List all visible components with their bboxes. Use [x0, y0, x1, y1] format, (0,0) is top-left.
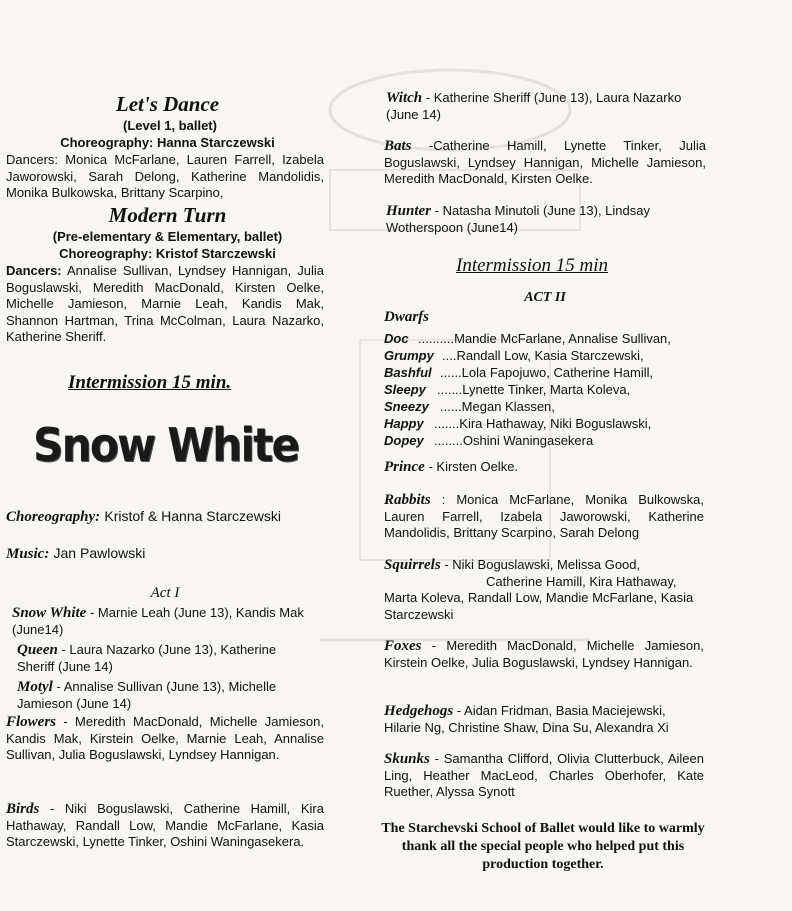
music-value: Jan Pawlowski [53, 545, 146, 561]
prince-label: Prince [384, 459, 425, 475]
modern-turn-dancers [6, 263, 324, 346]
flowers-label: Flowers [6, 714, 57, 730]
witch-cast: - Katherine Sheriff (June 13), Laura Nazarko (June 14) [386, 90, 682, 122]
hedgehogs-role [384, 703, 706, 736]
dwarfs-list [384, 330, 714, 449]
modern-turn-choreography: Choreography: Kristof Starczewski [59, 246, 276, 261]
bats-label: Bats [384, 138, 412, 154]
hedgehogs-cast: - Aidan Fridman, Basia Maciejewski, Hilarie Ng, Christine Shaw, Dina Su, Alexandra Xi [384, 703, 669, 735]
modern-turn-level: (Pre-elementary & Elementary, ballet) [52, 229, 283, 244]
dwarf-row: Doc ..........Mandie McFarlane, Annalise Sullivan, [384, 331, 671, 346]
motyl-label: Motyl [17, 679, 53, 695]
flowers-role [6, 714, 324, 764]
choreography-label: Choreography: [6, 509, 101, 525]
squirrels-role [384, 557, 706, 623]
birds-cast: - Niki Boguslawski, Catherine Hamill, Kira Hathaway, Randall Low, Mandie McFarlane, Kasia Starczewski, Lynette Tinker, Oshini Waningasekera. [6, 801, 324, 849]
music-label: Music: [6, 546, 50, 562]
lets-dance-choreography: Choreography: Hanna Starczewski [60, 135, 275, 150]
witch-role [386, 90, 706, 123]
dwarfs-title: Dwarfs [384, 309, 430, 325]
prince-role [384, 459, 704, 476]
hedgehogs-label: Hedgehogs [384, 703, 454, 719]
motyl-cast: - Annalise Sullivan (June 13), Michelle Jamieson (June 14) [17, 679, 277, 711]
snow-white-logo: Snow White [33, 418, 299, 472]
lets-dance-dancers: Dancers: Monica McFarlane, Lauren Farrell, Izabela Jaworowski, Sarah Delong, Katherine Mandolidis, Monika Bulkowska, Brittany Scarpino, [6, 152, 324, 200]
queen-label: Queen [17, 642, 58, 658]
foxes-label: Foxes [384, 638, 422, 654]
dwarf-name: Sleepy [384, 382, 426, 397]
act1-heading: Act I [150, 585, 180, 601]
music-line [6, 545, 145, 563]
flowers-cast: - Meredith MacDonald, Michelle Jamieson, Kandis Mak, Kirstein Oelke, Marnie Leah, Annalise Sullivan, Julia Boguslawski, Lyndsey Hannigan. [6, 714, 324, 762]
skunks-label: Skunks [384, 751, 430, 767]
skunks-cast: - Samantha Clifford, Olivia Clutterbuck, Aileen Ling, Heather MacLeod, Charles Oberhofer, Kate Ruether, Alyssa Synott [384, 751, 704, 799]
dwarf-cast: Kira Hathaway, Niki Boguslawski, [459, 416, 652, 431]
modern-turn-title: Modern Turn [108, 203, 227, 227]
thank-you-note: The Starchevski School of Ballet would like to warmly thank all the special people who helped put this production together. [381, 821, 705, 872]
dwarf-name: Doc [384, 331, 409, 346]
snow-white-role [12, 605, 322, 638]
bats-cast: -Catherine Hamill, Lynette Tinker, Julia Boguslawski, Lyndsey Hannigan, Michelle Jamieson, Meredith MacDonald, Kirsten Oelke. [384, 138, 706, 186]
dwarf-row: Sleepy .......Lynette Tinker, Marta Koleva, [384, 382, 631, 397]
intermission-right: Intermission 15 min [456, 255, 608, 276]
prince-cast: - Kirsten Oelke. [428, 459, 519, 474]
hunter-cast: - Natasha Minutoli (June 13), Lindsay Wotherspoon (June14) [386, 203, 650, 235]
snow-white-cast: - Marnie Leah (June 13), Kandis Mak (June14) [12, 605, 304, 637]
foxes-role [384, 638, 704, 671]
dwarf-row: Dopey ........Oshini Waningasekera [384, 433, 594, 448]
hunter-role [386, 203, 676, 236]
act2-heading: ACT II [524, 290, 566, 305]
dancers-list: Annalise Sullivan, Lyndsey Hannigan, Julia Boguslawski, Meredith MacDonald, Kirsten Oelke, Michelle Jamieson, Marnie Leah, Kandis Mak, Shannon Hartman, Trina McColman, Laura Nazarko, Katherine Sheriff. [6, 263, 324, 344]
skunks-role [384, 751, 704, 801]
queen-role [17, 642, 317, 675]
witch-label: Witch [386, 90, 423, 106]
dwarf-cast: Randall Low, Kasia Starczewski, [456, 348, 644, 363]
intermission-left: Intermission 15 min. [68, 372, 232, 393]
foxes-cast: - Meredith MacDonald, Michelle Jamieson, Kirstein Oelke, Julia Boguslawski, Lyndsey Hannigan. [384, 638, 704, 670]
birds-role [6, 801, 324, 851]
dwarf-row: Bashful ......Lola Fapojuwo, Catherine Hamill, [384, 365, 654, 380]
dwarf-row: Sneezy ......Megan Klassen, [384, 399, 555, 414]
squirrels-label: Squirrels [384, 557, 441, 573]
motyl-role [17, 679, 317, 712]
dwarf-name: Sneezy [384, 399, 429, 414]
dancers-label: Dancers: [6, 263, 62, 278]
squirrels-cast-3: Marta Koleva, Randall Low, Mandie McFarlane, Kasia Starczewski [384, 590, 694, 622]
squirrels-cast-1: - Niki Boguslawski, Melissa Good, [444, 557, 641, 572]
dwarf-name: Dopey [384, 433, 424, 448]
lets-dance-level: (Level 1, ballet) [123, 118, 217, 133]
dwarf-cast: Lola Fapojuwo, Catherine Hamill, [461, 365, 654, 380]
snow-white-label: Snow White [12, 605, 87, 621]
rabbits-role [384, 492, 704, 542]
dwarf-name: Grumpy [384, 348, 434, 363]
queen-cast: - Laura Nazarko (June 13), Katherine Sheriff (June 14) [17, 642, 277, 674]
dwarf-name: Bashful [384, 365, 432, 380]
birds-label: Birds [6, 801, 40, 817]
choreography-line [6, 508, 281, 526]
dwarf-cast: Lynette Tinker, Marta Koleva, [462, 382, 631, 397]
rabbits-label: Rabbits [384, 492, 431, 508]
dwarf-cast: Oshini Waningasekera [462, 433, 594, 448]
dwarf-cast: Mandie McFarlane, Annalise Sullivan, [454, 331, 671, 346]
dwarf-cast: Megan Klassen, [461, 399, 555, 414]
dwarf-name: Happy [384, 416, 424, 431]
bats-role [384, 138, 706, 188]
lets-dance-title: Let's Dance [115, 92, 220, 116]
hunter-label: Hunter [386, 203, 432, 219]
rabbits-cast: : Monica McFarlane, Monika Bulkowska, Lauren Farrell, Izabela Jaworowski, Katherine Mandolidis, Brittany Scarpino, Sarah Delong [384, 492, 704, 540]
squirrels-cast-2: Catherine Hamill, Kira Hathaway, [486, 573, 677, 589]
choreography-value: Kristof & Hanna Starczewski [104, 508, 281, 524]
dwarf-row: Grumpy ....Randall Low, Kasia Starczewski, [384, 348, 644, 363]
dwarf-row: Happy .......Kira Hathaway, Niki Boguslawski, [384, 416, 652, 431]
